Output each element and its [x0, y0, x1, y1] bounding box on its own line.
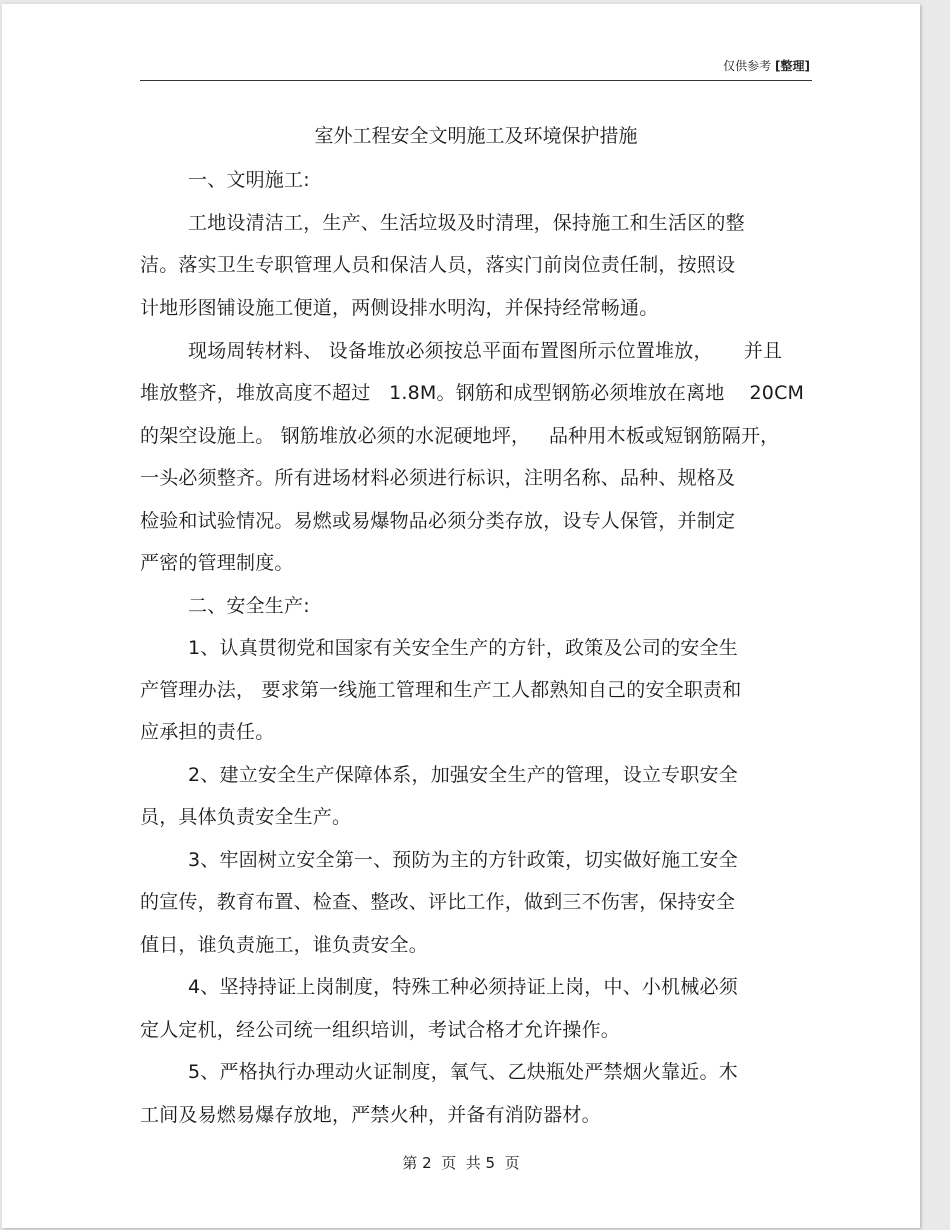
body-line: 1、认真贯彻党和国家有关安全生产的方针，政策及公司的安全生 [188, 637, 738, 659]
body-line: 4、坚持持证上岗制度，特殊工种必须持证上岗，中、小机械必须 [188, 976, 738, 998]
body-line: 3、牢固树立安全第一、预防为主的方针政策，切实做好施工安全 [188, 849, 738, 871]
body-line: 工间及易燃易爆存放地，严禁火种，并备有消防器材。 [140, 1104, 601, 1126]
body-line: 一、文明施工: [188, 169, 310, 191]
body-line: 产管理办法， 要求第一线施工管理和生产工人都熟知自己的安全职责和 [140, 679, 742, 701]
body-line: 定人定机，经公司统一组织培训，考试合格才允许操作。 [140, 1019, 621, 1041]
body-line: 计地形图铺设施工便道，两侧设排水明沟，并保持经常畅通。 [140, 297, 659, 319]
header-note-text: 仅供参考 [723, 59, 772, 73]
body-line: 工地设清洁工，生产、生活垃圾及时清理，保持施工和生活区的整 [188, 212, 745, 234]
body-line: 堆放整齐，堆放高度不超过 1.8M。钢筋和成型钢筋必须堆放在离地 20CM [140, 382, 805, 404]
page-number: 第 2 页 共 5 页 [402, 1154, 520, 1172]
document-title: 室外工程安全文明施工及环境保护措施 [314, 125, 638, 147]
body-line: 的宣传，教育布置、检查、整改、评比工作，做到三不伤害，保持安全 [140, 891, 736, 913]
body-line: 值日，谁负责施工，谁负责安全。 [140, 934, 429, 956]
body-line: 5、严格执行办理动火证制度，氧气、乙炔瓶处严禁烟火靠近。木 [188, 1061, 738, 1083]
body-line: 员，具体负责安全生产。 [140, 806, 352, 828]
header-rule [140, 80, 812, 81]
body-line: 一头必须整齐。所有进场材料必须进行标识，注明名称、品种、规格及 [140, 467, 736, 489]
body-line: 严密的管理制度。 [140, 552, 294, 574]
body-line: 应承担的责任。 [140, 721, 275, 743]
body-line: 二、安全生产: [188, 595, 310, 617]
body-line: 的架空设施上。 钢筋堆放必须的水泥硬地坪， 品种用木板或短钢筋隔开， [140, 425, 780, 447]
body-line: 2、建立安全生产保障体系，加强安全生产的管理，设立专职安全 [188, 764, 738, 786]
header-note-tag: [整理] [775, 59, 810, 73]
document-page [2, 4, 920, 1228]
header-note [723, 57, 810, 74]
body-line: 洁。落实卫生专职管理人员和保洁人员，落实门前岗位责任制，按照设 [140, 254, 736, 276]
body-line: 检验和试验情况。易燃或易爆物品必须分类存放，设专人保管，并制定 [140, 510, 736, 532]
body-line: 现场周转材料、 设备堆放必须按总平面布置图所示位置堆放， 并且 [188, 340, 783, 362]
